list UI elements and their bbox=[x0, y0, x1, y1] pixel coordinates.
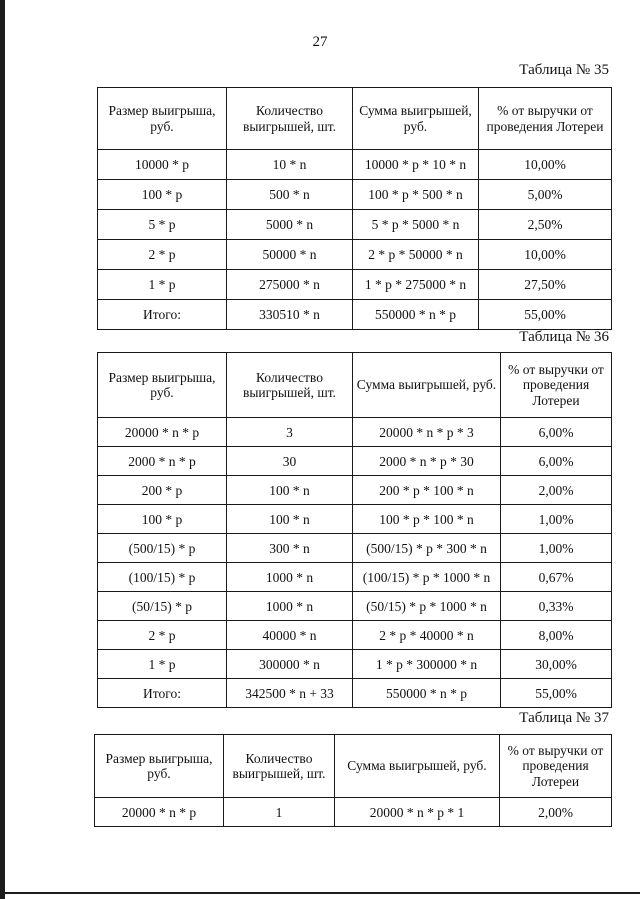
cell-prize-count: 300 * n bbox=[227, 534, 353, 563]
table-35 bbox=[97, 87, 612, 330]
table-total-row bbox=[98, 679, 612, 708]
cell-revenue-percent: 10,00% bbox=[479, 240, 612, 270]
cell-revenue-percent: 27,50% bbox=[479, 270, 612, 300]
table-row bbox=[98, 621, 612, 650]
scan-bottom-edge bbox=[0, 892, 640, 894]
table-header-row bbox=[98, 353, 612, 418]
cell-prize-sum: 100 * p * 500 * n bbox=[353, 180, 479, 210]
cell-prize-sum: 2 * p * 40000 * n bbox=[353, 621, 501, 650]
cell-revenue-percent: 1,00% bbox=[501, 534, 612, 563]
header-prize-count: Количество выигрышей, шт. bbox=[227, 88, 353, 150]
header-prize-sum: Сумма выигрышей, руб. bbox=[353, 353, 501, 418]
cell-prize-count: 40000 * n bbox=[227, 621, 353, 650]
header-revenue-percent: % от выручки от проведения Лотереи bbox=[500, 735, 612, 798]
table-row bbox=[98, 650, 612, 679]
cell-prize-sum: 10000 * p * 10 * n bbox=[353, 150, 479, 180]
cell-revenue-percent: 10,00% bbox=[479, 150, 612, 180]
header-prize-count: Количество выигрышей, шт. bbox=[224, 735, 335, 798]
cell-prize-size: 5 * p bbox=[98, 210, 227, 240]
cell-prize-count: 3 bbox=[227, 418, 353, 447]
cell-prize-sum: 1 * p * 300000 * n bbox=[353, 650, 501, 679]
cell-revenue-percent: 6,00% bbox=[501, 418, 612, 447]
cell-prize-size: 20000 * n * p bbox=[95, 798, 224, 827]
header-prize-count: Количество выигрышей, шт. bbox=[227, 353, 353, 418]
cell-prize-size: (500/15) * p bbox=[98, 534, 227, 563]
cell-total-percent: 55,00% bbox=[501, 679, 612, 708]
table-row bbox=[98, 210, 612, 240]
page-number: 27 bbox=[312, 34, 328, 50]
cell-revenue-percent: 8,00% bbox=[501, 621, 612, 650]
cell-prize-count: 1000 * n bbox=[227, 563, 353, 592]
header-prize-size: Размер выигрыша, руб. bbox=[95, 735, 224, 798]
table-row bbox=[95, 798, 612, 827]
cell-revenue-percent: 2,50% bbox=[479, 210, 612, 240]
table-row bbox=[98, 270, 612, 300]
table-row bbox=[98, 534, 612, 563]
header-prize-sum: Сумма выигрышей, руб. bbox=[335, 735, 500, 798]
cell-total-count: 342500 * n + 33 bbox=[227, 679, 353, 708]
header-revenue-percent: % от выручки от проведения Лотереи bbox=[479, 88, 612, 150]
table-caption-37: Таблица № 37 bbox=[519, 710, 609, 726]
cell-prize-count: 100 * n bbox=[227, 505, 353, 534]
cell-prize-sum: 2000 * n * p * 30 bbox=[353, 447, 501, 476]
cell-prize-sum: 20000 * n * p * 1 bbox=[335, 798, 500, 827]
cell-prize-sum: (100/15) * p * 1000 * n bbox=[353, 563, 501, 592]
cell-prize-count: 300000 * n bbox=[227, 650, 353, 679]
cell-prize-size: 200 * p bbox=[98, 476, 227, 505]
cell-prize-count: 10 * n bbox=[227, 150, 353, 180]
cell-prize-sum: 1 * p * 275000 * n bbox=[353, 270, 479, 300]
cell-revenue-percent: 0,67% bbox=[501, 563, 612, 592]
cell-prize-sum: 200 * p * 100 * n bbox=[353, 476, 501, 505]
cell-prize-count: 100 * n bbox=[227, 476, 353, 505]
table-caption-35: Таблица № 35 bbox=[519, 62, 609, 78]
cell-prize-count: 1 bbox=[224, 798, 335, 827]
header-revenue-percent: % от выручки от проведения Лотереи bbox=[501, 353, 612, 418]
header-prize-sum: Сумма выигрышей, руб. bbox=[353, 88, 479, 150]
table-row bbox=[98, 418, 612, 447]
scan-left-edge bbox=[0, 0, 5, 899]
cell-total-count: 330510 * n bbox=[227, 300, 353, 330]
cell-total-label: Итого: bbox=[98, 300, 227, 330]
table-row bbox=[98, 476, 612, 505]
header-prize-size: Размер выигрыша, руб. bbox=[98, 353, 227, 418]
cell-prize-sum: 100 * p * 100 * n bbox=[353, 505, 501, 534]
cell-revenue-percent: 0,33% bbox=[501, 592, 612, 621]
table-36 bbox=[97, 352, 612, 708]
cell-revenue-percent: 2,00% bbox=[501, 476, 612, 505]
cell-prize-count: 5000 * n bbox=[227, 210, 353, 240]
cell-prize-size: 20000 * n * p bbox=[98, 418, 227, 447]
table-total-row bbox=[98, 300, 612, 330]
table-caption-36: Таблица № 36 bbox=[519, 329, 609, 345]
cell-prize-count: 1000 * n bbox=[227, 592, 353, 621]
cell-prize-count: 275000 * n bbox=[227, 270, 353, 300]
cell-prize-sum: 20000 * n * p * 3 bbox=[353, 418, 501, 447]
cell-prize-count: 50000 * n bbox=[227, 240, 353, 270]
header-prize-size: Размер выигрыша, руб. bbox=[98, 88, 227, 150]
table-row bbox=[98, 150, 612, 180]
cell-prize-count: 500 * n bbox=[227, 180, 353, 210]
table-row bbox=[98, 180, 612, 210]
cell-prize-size: 100 * p bbox=[98, 505, 227, 534]
cell-prize-size: 2 * p bbox=[98, 621, 227, 650]
cell-total-percent: 55,00% bbox=[479, 300, 612, 330]
cell-prize-size: 2 * p bbox=[98, 240, 227, 270]
cell-total-label: Итого: bbox=[98, 679, 227, 708]
cell-prize-size: 10000 * p bbox=[98, 150, 227, 180]
table-header-row bbox=[95, 735, 612, 798]
cell-prize-size: 1 * p bbox=[98, 270, 227, 300]
table-header-row bbox=[98, 88, 612, 150]
cell-prize-size: 2000 * n * p bbox=[98, 447, 227, 476]
cell-prize-size: (100/15) * p bbox=[98, 563, 227, 592]
cell-revenue-percent: 6,00% bbox=[501, 447, 612, 476]
cell-revenue-percent: 2,00% bbox=[500, 798, 612, 827]
cell-revenue-percent: 30,00% bbox=[501, 650, 612, 679]
cell-total-sum: 550000 * n * p bbox=[353, 679, 501, 708]
cell-prize-size: 100 * p bbox=[98, 180, 227, 210]
table-37 bbox=[94, 734, 612, 827]
cell-total-sum: 550000 * n * p bbox=[353, 300, 479, 330]
cell-prize-sum: 2 * p * 50000 * n bbox=[353, 240, 479, 270]
cell-prize-sum: 5 * p * 5000 * n bbox=[353, 210, 479, 240]
cell-revenue-percent: 1,00% bbox=[501, 505, 612, 534]
cell-prize-sum: (50/15) * p * 1000 * n bbox=[353, 592, 501, 621]
cell-prize-sum: (500/15) * p * 300 * n bbox=[353, 534, 501, 563]
table-row bbox=[98, 447, 612, 476]
table-row bbox=[98, 240, 612, 270]
cell-prize-count: 30 bbox=[227, 447, 353, 476]
cell-prize-size: (50/15) * p bbox=[98, 592, 227, 621]
cell-revenue-percent: 5,00% bbox=[479, 180, 612, 210]
table-row bbox=[98, 563, 612, 592]
table-row bbox=[98, 505, 612, 534]
table-row bbox=[98, 592, 612, 621]
cell-prize-size: 1 * p bbox=[98, 650, 227, 679]
